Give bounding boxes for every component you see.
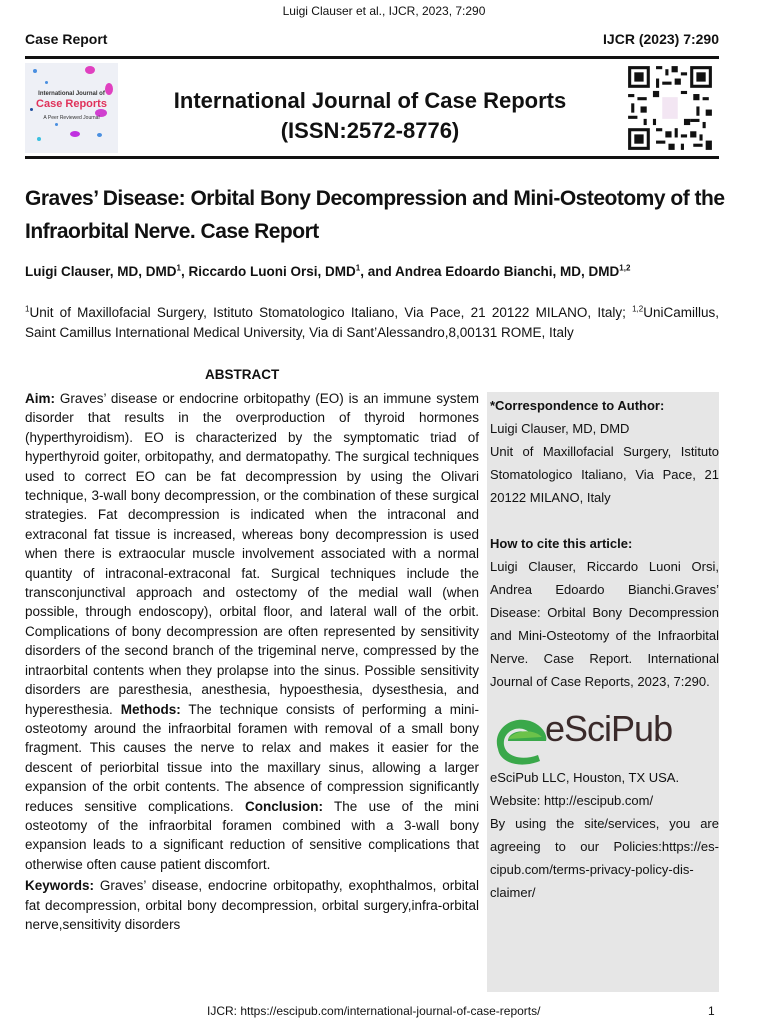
cover-line-1: International Journal of xyxy=(38,91,105,97)
escipub-logo xyxy=(490,708,719,766)
qr-code-icon xyxy=(625,63,715,153)
article-title: Graves’ Disease: Orbital Bony Decompression and Mini-Osteotomy of the Infraorbital Nerve. Case Report xyxy=(25,187,725,243)
author-affiliation-sup: 1 xyxy=(355,263,361,273)
author-affiliation-sup: 1 xyxy=(176,263,181,273)
author-list xyxy=(25,262,719,282)
correspondence-heading: *Correspondence to Author: xyxy=(490,398,665,413)
author-affiliation-sup: 1,2 xyxy=(619,263,631,273)
affiliation-sup: 1 xyxy=(25,304,30,314)
abstract-body xyxy=(25,389,479,934)
aim-label: Aim: xyxy=(25,391,55,406)
footer-url[interactable]: IJCR: https://escipub.com/international-journal-of-case-reports/ xyxy=(207,1004,541,1018)
publisher-website[interactable]: Website: http://escipub.com/ xyxy=(490,793,654,808)
journal-issn: (ISSN:2572-8776) xyxy=(280,118,460,143)
conclusion-text: The use of the mini osteotomy of the infraorbital foramen combined with a 3-wall bony expansion leads to a significant reduction of sensitive complications that otherwise often cause patient discomfort. xyxy=(25,798,479,872)
affiliation-sup: 1,2 xyxy=(632,304,644,314)
publisher-address: eSciPub LLC, Houston, TX USA. xyxy=(490,770,680,785)
policy-text: By using the site/services, you are agreeing to our Policies:https://escipub.com/terms-privacy-policy-disclaimer/ xyxy=(490,816,719,900)
article-type: Case Report xyxy=(25,31,108,47)
author-separator: , and xyxy=(360,264,395,279)
keywords xyxy=(25,876,479,934)
article-info-sidebar xyxy=(487,392,719,992)
journal-citation: IJCR (2023) 7:290 xyxy=(603,31,719,47)
affiliation-text: UniCamillus, Saint Camillus International Medical University, Via di Sant’Alessandro,8,00131 ROME, Italy xyxy=(25,305,719,340)
page-number: 1 xyxy=(708,1004,715,1018)
correspondence-name: Luigi Clauser, MD, DMD xyxy=(490,421,630,436)
journal-cover-image xyxy=(25,63,118,153)
author-name: Andrea Edoardo Bianchi, MD, DMD xyxy=(394,264,620,279)
author-name: Luigi Clauser, MD, DMD xyxy=(25,264,177,279)
top-row xyxy=(25,31,719,47)
keywords-label: Keywords: xyxy=(25,878,95,894)
correspondence-address: Unit of Maxillofacial Surgery, Istituto Stomatologico Italiano, Via Pace, 21 20122 MILANO, Italy xyxy=(490,444,719,505)
cite-text: Luigi Clauser, Riccardo Luoni Orsi, Andrea Edoardo Bianchi.Graves’ Disease: Orbital Bony Decompression and Mini-Osteotomy of the Infraorbital Nerve. Case Report. International Journal of Case Reports, 2023, 7:290. xyxy=(490,559,719,689)
affiliation-text: Unit of Maxillofacial Surgery, Istituto Stomatologico Italiano, Via Pace, 21 20122 MILANO, Italy; xyxy=(29,305,633,320)
abstract-paragraph xyxy=(25,389,479,874)
conclusion-label: Conclusion: xyxy=(244,798,323,814)
keywords-text: Graves’ disease, endocrine orbitopathy, exophthalmos, orbital fat decompression, orbital bony decompression, orbital surgery,infra-orbital nerve,sensitivity disorders xyxy=(25,878,479,932)
journal-name: International Journal of Case Reports xyxy=(173,88,567,113)
abstract-heading: ABSTRACT xyxy=(205,367,280,382)
cover-line-3: A Peer Reviewed Journal xyxy=(43,115,100,121)
cite-heading: How to cite this article: xyxy=(490,536,633,551)
header-rule-bottom xyxy=(25,156,719,159)
journal-title xyxy=(130,86,610,146)
running-header: Luigi Clauser et al., IJCR, 2023, 7:290 xyxy=(282,4,486,18)
author-name: Riccardo Luoni Orsi, DMD xyxy=(188,264,356,279)
escipub-leaf-icon xyxy=(490,711,552,766)
aim-text: Graves’ disease or endocrine orbitopathy (EO) is an immune system disorder that results in the overproduction of thyroid hormones (hyperthyroidism). EO is characterized by the symptomatic triad of hyperthyroid goiter, orbitopathy, and dermatopathy. The surgical techniques used to correct EO can be fat decompression by using the Olivari technique, 3-wall bony decompression, or the combination of these surgical strategies. Fat decompression is indicated when the intraconal and extraconal fat tissue is increased, whereas bony decompression is used when there is extraocular muscle involvement associated with a normal quantity of intraconal-extraconal fat. Surgical techniques include the transconjunctival approach and ostectomy of the medial wall (when possible, through endoscopy), orbital floor, and lateral wall of the orbit. Complications of bony decompression are often represented by sensitivity disorders of the second branch of the trigeminal nerve, compressed by the intraorbital contents when they prolapse into the sinus. Possible sensitivity disorders are paresthesia, anesthesia, hypoesthesia, dysesthesia, and hyperesthesia. xyxy=(25,391,479,717)
header-rule-top xyxy=(25,56,719,59)
affiliations xyxy=(25,303,719,343)
cover-line-2: Case Reports xyxy=(36,98,107,110)
methods-label: Methods: xyxy=(120,701,181,717)
escipub-wordmark: eSciPub xyxy=(545,708,673,749)
author-separator: , xyxy=(180,264,189,279)
methods-text: The technique consists of performing a mini-osteotomy around the infraorbital foramen with removal of a small bony fragment. This causes the nerve to relax and makes it easier for the descent of periorbital tissue into the maxillary sinus, allowing a larger expansion of the orbit contents. The absence of compression significantly reduces sensitive complications. xyxy=(25,701,479,814)
